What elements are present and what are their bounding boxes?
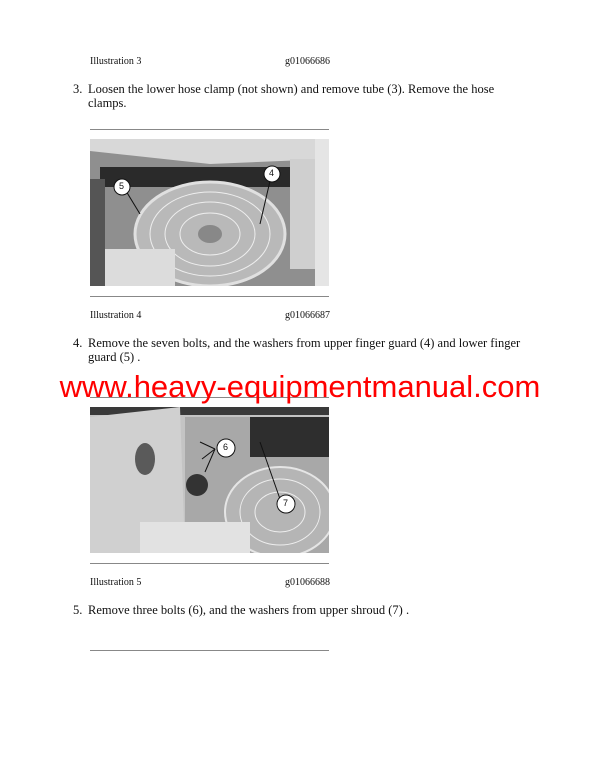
divider	[90, 563, 329, 564]
divider	[90, 296, 329, 297]
divider	[90, 650, 329, 651]
callout-4: 4	[269, 168, 275, 178]
illustration-3-code: g01066686	[285, 56, 330, 67]
illustration-3-label: Illustration 3	[90, 56, 142, 67]
step-number: 3.	[73, 82, 83, 96]
illustration-4-label: Illustration 4	[90, 310, 142, 321]
step-number: 4.	[73, 336, 83, 350]
illustration-4-photo	[90, 139, 329, 286]
step-text: Remove three bolts (6), and the washers from upper shroud (7) .	[88, 603, 410, 617]
callout-7: 7	[283, 498, 289, 508]
step-text: Remove the seven bolts, and the washers from upper finger guard (4) and lower finger guard (5) .	[88, 336, 521, 364]
divider	[90, 129, 329, 130]
illustration-5-code: g01066688	[285, 577, 330, 588]
illustration-5-photo	[90, 407, 329, 553]
step-number: 5.	[73, 603, 83, 617]
illustration-4-code: g01066687	[285, 310, 330, 321]
watermark-link[interactable]: www.heavy-equipmentmanual.com	[59, 369, 541, 404]
step-text: Loosen the lower hose clamp (not shown) and remove tube (3). Remove the hose clamps.	[88, 82, 495, 110]
callout-6: 6	[223, 442, 229, 452]
callout-5: 5	[119, 181, 125, 191]
illustration-5-label: Illustration 5	[90, 577, 142, 588]
